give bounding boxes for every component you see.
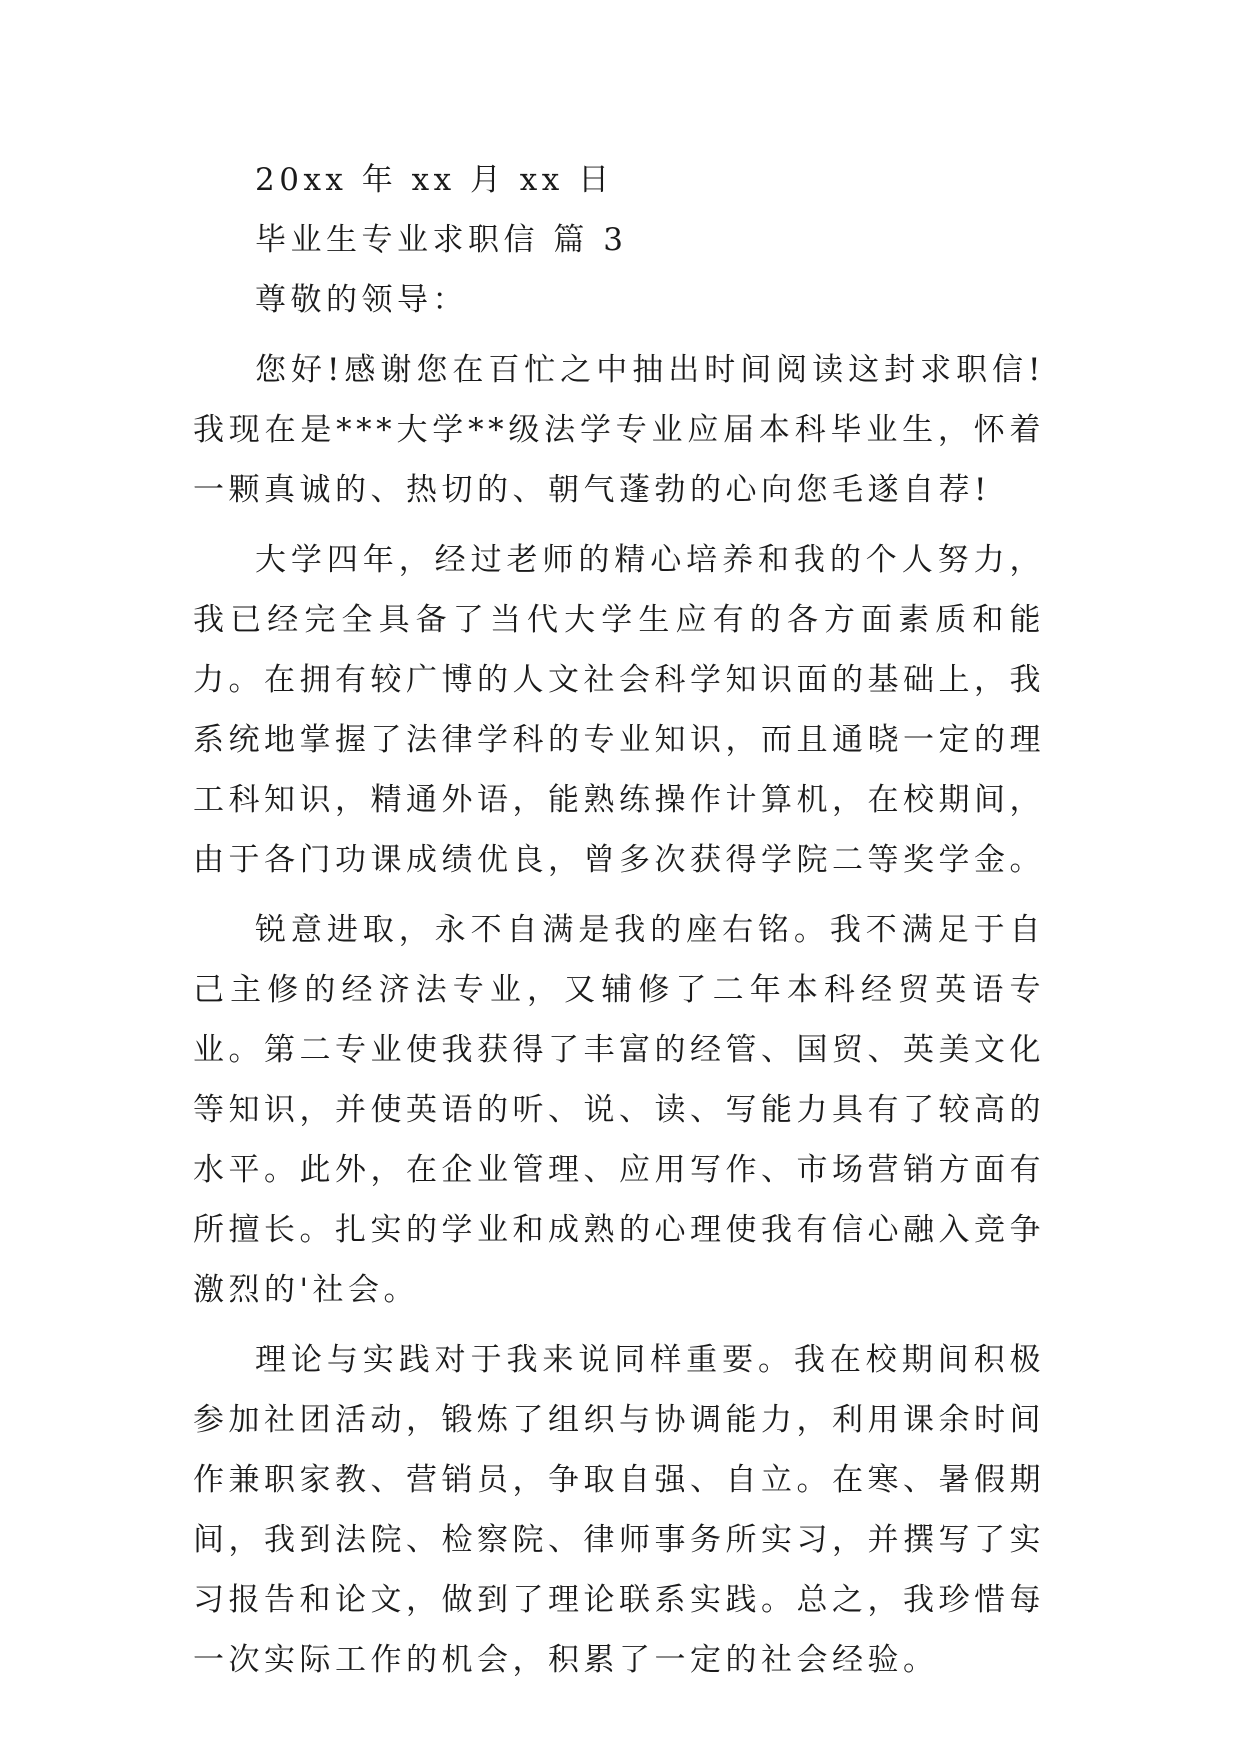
letter-heading: 毕业生专业求职信 篇 3 (255, 222, 628, 258)
paragraph-motto: 锐意进取，永不自满是我的座右铭。我不满足于自己主修的经济法专业，又辅修了二年本科经贸英语专业。第二专业使我获得了丰富的经管、国贸、英美文化等知识，并使英语的听、说、读、写能力具有了较高的水平。此外，在企业管理、应用写作、市场营销方面有所擅长。扎实的学业和成熟的心理使我有信心融入竞争激烈的'社会。 (193, 912, 1045, 1308)
salutation: 尊敬的领导： (255, 282, 468, 318)
paragraph-practice: 理论与实践对于我来说同样重要。我在校期间积极参加社团活动，锻炼了组织与协调能力，利用课余时间作兼职家教、营销员，争取自强、自立。在寒、暑假期间，我到法院、检察院、律师事务所实习，并撰写了实习报告和论文，做到了理论联系实践。总之，我珍惜每一次实际工作的机会，积累了一定的社会经验。 (193, 1342, 1045, 1678)
date-line: 20xx 年 xx 月 xx 日 (255, 162, 614, 198)
paragraph-greeting: 您好!感谢您在百忙之中抽出时间阅读这封求职信!我现在是***大学**级法学专业应届本科毕业生，怀着一颗真诚的、热切的、朝气蓬勃的心向您毛遂自荐! (193, 352, 1045, 508)
document-page (193, 160, 1045, 1700)
paragraph-education: 大学四年，经过老师的精心培养和我的个人努力，我已经完全具备了当代大学生应有的各方面素质和能力。在拥有较广博的人文社会科学知识面的基础上，我系统地掌握了法律学科的专业知识，而且通晓一定的理工科知识，精通外语，能熟练操作计算机，在校期间，由于各门功课成绩优良，曾多次获得学院二等奖学金。 (193, 542, 1045, 878)
